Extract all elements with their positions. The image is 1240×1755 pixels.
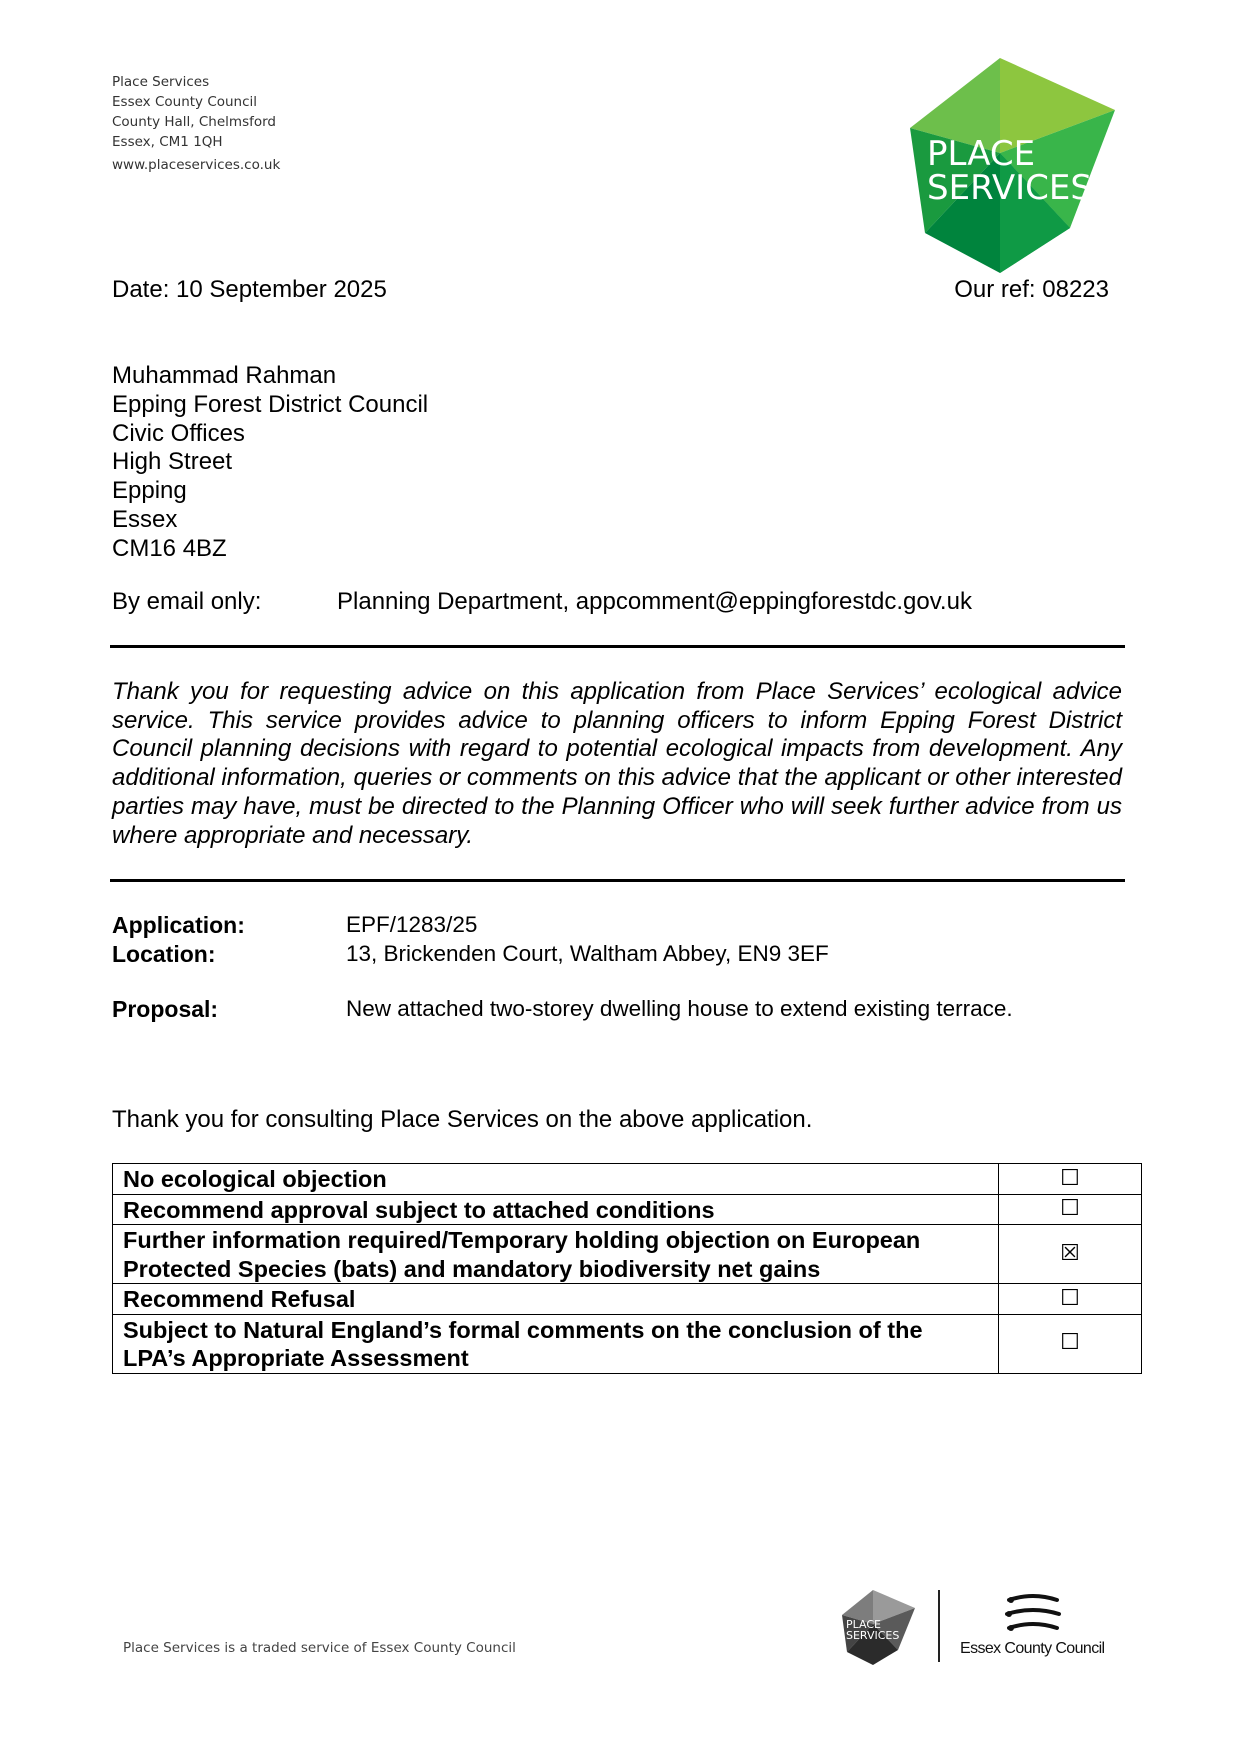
sender-line: Essex, CM1 1QH (112, 134, 223, 150)
small-logo-text-line2: SERVICES (846, 1629, 900, 1642)
divider (110, 645, 1125, 648)
recipient-address (112, 362, 428, 564)
divider (110, 879, 1125, 882)
recipient-line: Essex (112, 505, 178, 533)
option-label: Subject to Natural England’s formal comments on the conclusion of the LPA’s Appropriate Assessment (113, 1314, 999, 1373)
option-label: Further information required/Temporary holding objection on European Protected Species (bats) and mandatory biodiversity net gains (113, 1225, 999, 1284)
sender-line: Essex County Council (112, 94, 258, 110)
footer-note: Place Services is a traded service of Essex County Council (123, 1640, 516, 1656)
option-checkbox[interactable]: ☐ (999, 1164, 1142, 1195)
location-value: 13, Brickenden Court, Waltham Abbey, EN9 3EF (346, 941, 829, 966)
option-label: Recommend approval subject to attached conditions (113, 1194, 999, 1225)
email-row (112, 588, 1122, 616)
logo-text-line2: SERVICES (927, 168, 1092, 208)
small-logo-text-line1: PLACE (846, 1618, 881, 1631)
place-services-logo (905, 58, 1135, 273)
recipient-line: Civic Offices (112, 419, 245, 447)
table-row (113, 1164, 1142, 1195)
location-label: Location: (112, 941, 216, 967)
intro-paragraph: Thank you for requesting advice on this application from Place Services’ ecological advice service. This service provides advice to planning officers to inform Epping Forest District Council planning decisions with regard to potential ecological impacts from development. Any additional information, queries or comments on this advice that the applicant or other interested parties may have, must be directed to the Planning Officer who will seek further advice from us where appropriate and necessary. (112, 678, 1122, 849)
recipient-line: Epping Forest District Council (112, 390, 429, 418)
recommendation-table (112, 1163, 1142, 1374)
letter-date: Date: 10 September 2025 (112, 276, 387, 303)
application-label: Application: (112, 912, 245, 938)
email-address: Planning Department, appcomment@eppingforestdc.gov.uk (337, 588, 972, 615)
sender-website: www.placeservices.co.uk (112, 157, 281, 173)
proposal-value: New attached two-storey dwelling house to extend existing terrace. (346, 996, 1013, 1021)
recipient-line: Epping (112, 477, 187, 505)
our-reference: Our ref: 08223 (954, 276, 1109, 303)
option-checkbox[interactable]: ☐ (999, 1194, 1142, 1225)
application-number: EPF/1283/25 (346, 912, 478, 937)
option-checkbox-checked[interactable]: ☒ (999, 1225, 1142, 1284)
sender-line: County Hall, Chelmsford (112, 114, 276, 130)
essex-county-council-logo-text: Essex County Council (960, 1640, 1105, 1657)
consultation-thanks: Thank you for consulting Place Services on the above application. (112, 1106, 813, 1133)
proposal-label: Proposal: (112, 996, 219, 1022)
recipient-line: CM16 4BZ (112, 534, 227, 562)
recipient-line: High Street (112, 448, 233, 476)
table-row (113, 1314, 1142, 1373)
sender-line: Place Services (112, 74, 210, 90)
essex-seaxes-icon (1003, 1590, 1063, 1638)
table-row (113, 1194, 1142, 1225)
option-label: No ecological objection (113, 1164, 999, 1195)
logo-text-line1: PLACE (927, 134, 1036, 174)
email-label: By email only: (112, 588, 262, 615)
table-row (113, 1225, 1142, 1284)
option-checkbox[interactable]: ☐ (999, 1314, 1142, 1373)
recipient-line: Muhammad Rahman (112, 362, 337, 389)
place-services-small-logo (840, 1590, 915, 1665)
sender-address (112, 72, 280, 175)
table-row (113, 1284, 1142, 1315)
option-label: Recommend Refusal (113, 1284, 999, 1315)
footer-divider (938, 1590, 940, 1662)
option-checkbox[interactable]: ☐ (999, 1284, 1142, 1315)
